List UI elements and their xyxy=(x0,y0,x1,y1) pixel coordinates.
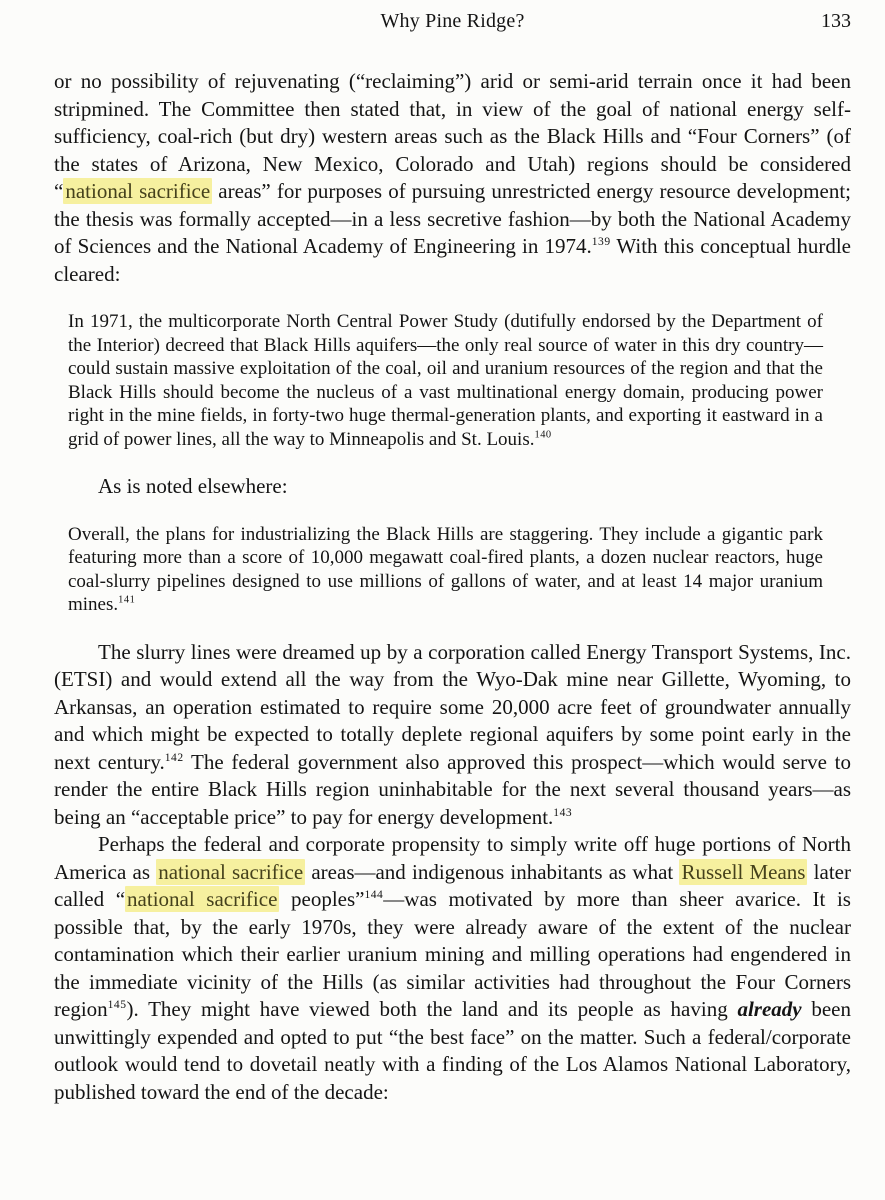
body-text-run: —was motivated by more than sheer avarice. It is possible that, by the early 1970s, they were already aware of the extent of the nuclear contamination which their earlier uranium mining and milling operations had engendered in the immediate vicinity of the Hills (as similar activities had throughout the Four Corners region xyxy=(54,887,851,1021)
paragraph-3 xyxy=(54,473,851,501)
footnote-ref-140: 140 xyxy=(534,429,552,441)
body-text-run: been unwittingly expended and opted to put “the best face” on the matter. Such a federal/corporate outlook would tend to dovetail neatly with a finding of the Los Alamos National Laboratory, published toward the end of the decade: xyxy=(54,997,851,1104)
footnote-ref-142: 142 xyxy=(164,751,184,764)
body-text-run: As is noted elsewhere: xyxy=(98,474,288,498)
paragraph-6 xyxy=(54,831,851,1106)
paragraph-5 xyxy=(54,639,851,832)
body-text-run: ). They might have viewed both the land and its people as having xyxy=(126,997,738,1021)
body-text-run: areas” for purposes of pursuing unrestricted energy resource development; the thesis was formally accepted—in a less secretive fashion—by both the National Academy of Sciences and the National Academy of Engineering in 1974. xyxy=(54,179,851,258)
page-number: 133 xyxy=(821,10,851,32)
body-text-run: or no possibility of rejuvenating (“reclaiming”) arid or semi-arid terrain once it had been stripmined. The Committee then stated that, in view of the goal of national energy self-sufficiency, coal-rich (but dry) western areas such as the Black Hills and “Four Corners” (of the states of Arizona, New Mexico, Colorado and Utah) regions should be considered “ xyxy=(54,69,851,203)
body-text-run: later called “ xyxy=(54,859,851,911)
highlighted-text: national sacrifice xyxy=(65,179,211,203)
footnote-ref-143: 143 xyxy=(553,806,573,819)
footnote-ref-139: 139 xyxy=(591,236,611,248)
body-text-run: Overall, the plans for industrializing the Black Hills are staggering. They include a gigantic park featuring more than a score of 10,000 megawatt coal-fired plants, a dozen nuclear reactors, huge coal-slurry pipelines designed to use millions of gallons of water, and at least 14 major uranium mines. xyxy=(68,523,823,615)
body-text-run: Perhaps the federal and corporate propensity to simply write off huge portions of North America as xyxy=(54,832,851,884)
body-text-run: areas—and indigenous inhabitants as what xyxy=(305,859,680,884)
chapter-title: Why Pine Ridge? xyxy=(380,10,525,32)
emphasized-text: already xyxy=(737,997,802,1021)
body-text-run: With this conceptual hurdle cleared: xyxy=(54,234,851,286)
page-body xyxy=(54,68,851,1106)
footnote-ref-141: 141 xyxy=(118,594,136,606)
paragraph-1 xyxy=(54,68,851,288)
highlighted-text: Russell Means xyxy=(681,859,806,884)
body-text-run: In 1971, the multicorporate North Central Power Study (dutifully endorsed by the Department of the Interior) decreed that Black Hills aquifers—the only real source of water in this dry country—could sustain massive exploitation of the coal, oil and uranium resources of the region and that the Black Hills should become the nucleus of a vast multinational energy domain, producing power right in the mine fields, in forty-two huge thermal-generation plants, and exporting it eastward in a grid of power lines, all the way to Minneapolis and St. Louis. xyxy=(68,311,823,450)
highlighted-text: national sacrifice xyxy=(127,887,278,911)
footnote-ref-144: 144 xyxy=(364,889,384,901)
highlighted-text: national sacrifice xyxy=(158,859,304,884)
running-header xyxy=(54,10,851,36)
body-text-run: The federal government also approved this prospect—which would serve to render the entire Black Hills region uninhabitable for the next several thousand years—as being an “acceptable price” to pay for energy development. xyxy=(54,749,852,829)
block-quote-2 xyxy=(68,310,823,451)
footnote-ref-145: 145 xyxy=(107,999,127,1011)
block-quote-4 xyxy=(68,523,823,617)
body-text-run: peoples” xyxy=(279,887,365,911)
body-text-run: The slurry lines were dreamed up by a corporation called Energy Transport Systems, Inc. (ETSI) and would extend all the way from the Wyo-Dak mine near Gillette, Wyoming, to Arkansas, an operation estimated to require some 20,000 acre feet of groundwater annually and which might be expected to totally deplete regional aquifers by some point early in the next century. xyxy=(54,639,851,774)
